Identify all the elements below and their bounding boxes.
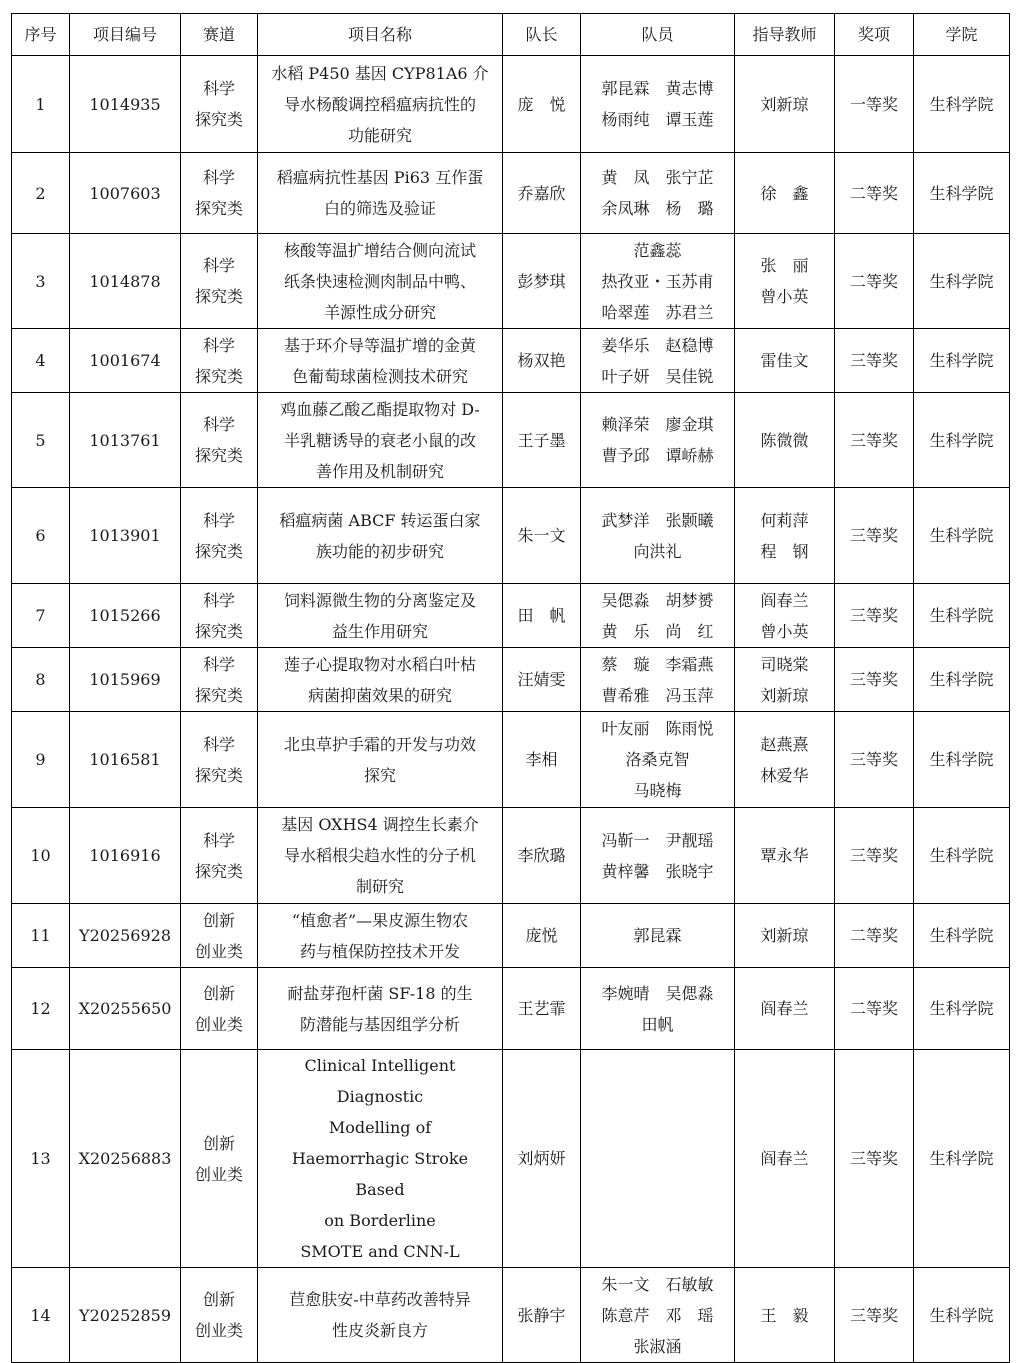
cell-no: 5 (12, 393, 70, 488)
advisor-line: 张 丽 (760, 256, 809, 275)
advisor-line: 赵燕熹 (760, 734, 809, 754)
cell-no: 9 (12, 712, 70, 808)
cell-code: Y20252859 (70, 1268, 181, 1363)
cell-members (581, 712, 735, 808)
cell-track (181, 648, 258, 712)
name-line: 性皮炎新良方 (331, 1321, 428, 1340)
name-line: 饲料源微生物的分离鉴定及 (283, 590, 476, 610)
cell-leader: 刘炳妍 (503, 1050, 581, 1268)
table-row (12, 584, 1010, 648)
name-line: 制研究 (355, 877, 404, 896)
cell-code: 1001674 (70, 329, 181, 393)
cell-advisor (735, 808, 835, 904)
table-row (12, 1268, 1010, 1363)
name-line: 鸡血藤乙酸乙酯提取物对 D- (280, 399, 480, 419)
cell-award: 三等奖 (835, 1268, 914, 1363)
header-leader: 队长 (503, 14, 581, 56)
name-line: 白的筛选及验证 (323, 199, 436, 218)
track-line: 科学 (202, 654, 235, 674)
cell-members (581, 234, 735, 329)
member-line: 余凤琳 杨 璐 (601, 199, 714, 218)
track-line: 探究类 (194, 110, 243, 129)
cell-no: 4 (12, 329, 70, 393)
track-line: 科学 (202, 335, 235, 355)
header-name: 项目名称 (258, 14, 503, 56)
table-row (12, 393, 1010, 488)
cell-college: 生科学院 (914, 488, 1010, 584)
cell-leader: 汪婧雯 (503, 648, 581, 712)
cell-no: 13 (12, 1050, 70, 1268)
cell-award: 三等奖 (835, 393, 914, 488)
cell-members (581, 648, 735, 712)
cell-no: 2 (12, 153, 70, 234)
table-row (12, 968, 1010, 1050)
cell-no: 1 (12, 56, 70, 153)
cell-track (181, 488, 258, 584)
track-line: 科学 (202, 590, 235, 610)
table-row (12, 1050, 1010, 1268)
track-line: 科学 (202, 510, 235, 530)
cell-members (581, 904, 735, 968)
cell-award: 二等奖 (835, 153, 914, 234)
cell-college: 生科学院 (914, 56, 1010, 153)
name-line: “植愈者”—果皮源生物农 (291, 910, 469, 930)
cell-leader: 乔嘉欣 (503, 153, 581, 234)
cell-advisor (735, 968, 835, 1050)
cell-track (181, 56, 258, 153)
cell-leader: 张静宇 (503, 1268, 581, 1363)
member-line: 范鑫蕊 (633, 240, 682, 260)
cell-members (581, 1268, 735, 1363)
member-line: 黄 凤 张宁芷 (601, 168, 714, 187)
track-line: 探究类 (194, 366, 243, 386)
cell-code: 1007603 (70, 153, 181, 234)
track-line: 创业类 (194, 941, 243, 961)
track-line: 探究类 (194, 199, 243, 218)
advisor-line: 刘新琼 (760, 94, 809, 114)
name-line: 色葡萄球菌检测技术研究 (291, 366, 468, 386)
name-line: 族功能的初步研究 (315, 541, 444, 561)
cell-members (581, 56, 735, 153)
name-line: 防潜能与基因组学分析 (299, 1014, 460, 1034)
cell-track (181, 393, 258, 488)
cell-award: 三等奖 (835, 488, 914, 584)
advisor-line: 王 毅 (760, 1305, 809, 1325)
table-row (12, 712, 1010, 808)
cell-no: 14 (12, 1268, 70, 1363)
cell-college: 生科学院 (914, 584, 1010, 648)
track-line: 创新 (202, 910, 235, 930)
advisor-line: 程 钢 (760, 541, 809, 561)
advisor-line: 刘新琼 (760, 926, 809, 945)
cell-name (258, 648, 503, 712)
name-line: Clinical Intelligent Diagnostic (304, 1056, 456, 1106)
cell-advisor (735, 393, 835, 488)
cell-award: 三等奖 (835, 329, 914, 393)
cell-college: 生科学院 (914, 1268, 1010, 1363)
header-college: 学院 (914, 14, 1010, 56)
cell-no: 12 (12, 968, 70, 1050)
track-line: 探究类 (194, 541, 243, 561)
member-line: 田帆 (641, 1014, 674, 1034)
header-award: 奖项 (835, 14, 914, 56)
cell-no: 11 (12, 904, 70, 968)
name-line: 基于环介导等温扩增的金黄 (283, 335, 476, 355)
advisor-line: 阎春兰 (760, 1149, 809, 1168)
header-row (12, 14, 1010, 56)
cell-code: X20256883 (70, 1050, 181, 1268)
cell-advisor (735, 904, 835, 968)
advisor-line: 林爱华 (760, 765, 809, 785)
track-line: 创新 (202, 1290, 235, 1309)
cell-college: 生科学院 (914, 904, 1010, 968)
track-line: 探究类 (194, 765, 243, 785)
cell-name (258, 904, 503, 968)
name-line: Haemorrhagic Stroke Based (291, 1149, 469, 1199)
member-line: 哈翠莲 苏君兰 (601, 302, 714, 322)
cell-no: 8 (12, 648, 70, 712)
cell-no: 3 (12, 234, 70, 329)
cell-leader: 王艺霏 (503, 968, 581, 1050)
cell-members (581, 808, 735, 904)
member-line: 郭昆霖 (633, 926, 682, 945)
cell-code: 1016916 (70, 808, 181, 904)
table-row (12, 488, 1010, 584)
cell-leader: 王子墨 (503, 393, 581, 488)
track-line: 探究类 (194, 621, 243, 641)
name-line: 核酸等温扩增结合侧向流试 (283, 240, 476, 260)
cell-leader: 李欣璐 (503, 808, 581, 904)
table-row (12, 808, 1010, 904)
cell-advisor (735, 488, 835, 584)
name-line: 北虫草护手霜的开发与功效 (283, 734, 476, 754)
cell-name (258, 393, 503, 488)
cell-leader: 庞 悦 (503, 56, 581, 153)
name-line: 水稻 P450 基因 CYP81A6 介 (271, 63, 489, 83)
cell-advisor (735, 234, 835, 329)
name-line: 病菌抑菌效果的研究 (307, 685, 452, 705)
track-line: 科学 (202, 168, 235, 187)
track-line: 创业类 (194, 1321, 243, 1340)
name-line: 纸条快速检测肉制品中鸭、 (283, 271, 476, 291)
member-line: 冯靳一 尹靓瑶 (601, 830, 714, 850)
advisor-line: 何莉萍 (760, 510, 809, 530)
cell-college: 生科学院 (914, 393, 1010, 488)
member-line: 叶子妍 吴佳锐 (601, 366, 714, 386)
cell-code: 1016581 (70, 712, 181, 808)
cell-award: 二等奖 (835, 234, 914, 329)
track-line: 创业类 (194, 1164, 243, 1184)
cell-college: 生科学院 (914, 1050, 1010, 1268)
member-line: 陈意芹 邓 瑶 (601, 1305, 714, 1325)
member-line: 赖泽荣 廖金琪 (601, 415, 714, 434)
name-line: 耐盐芽孢杆菌 SF-18 的生 (287, 983, 473, 1003)
cell-track (181, 808, 258, 904)
table-row (12, 904, 1010, 968)
name-line: 药与植保防控技术开发 (299, 941, 460, 961)
member-line: 曹予邱 谭峤赫 (601, 446, 714, 465)
advisor-line: 徐 鑫 (760, 183, 809, 203)
member-line: 朱一文 石敏敏 (601, 1274, 714, 1294)
advisor-line: 阎春兰 (760, 590, 809, 610)
name-line: 基因 OXHS4 调控生长素介 (281, 815, 479, 834)
cell-name (258, 56, 503, 153)
cell-college: 生科学院 (914, 808, 1010, 904)
member-line: 吴偲淼 胡梦赟 (601, 590, 714, 610)
cell-college: 生科学院 (914, 648, 1010, 712)
track-line: 创业类 (194, 1014, 243, 1034)
name-line: 功能研究 (347, 125, 412, 145)
member-line: 蔡 璇 李霜燕 (601, 654, 714, 674)
cell-members (581, 968, 735, 1050)
member-line: 武梦洋 张颢曦 (601, 510, 714, 530)
cell-code: Y20256928 (70, 904, 181, 968)
header-code: 项目编号 (70, 14, 181, 56)
table-row (12, 153, 1010, 234)
cell-award: 三等奖 (835, 584, 914, 648)
cell-name (258, 153, 503, 234)
cell-name (258, 584, 503, 648)
member-line: 黄 乐 尚 红 (601, 621, 714, 641)
cell-code: 1015969 (70, 648, 181, 712)
cell-code: 1014935 (70, 56, 181, 153)
cell-name (258, 329, 503, 393)
cell-name (258, 488, 503, 584)
advisor-line: 刘新琼 (760, 685, 809, 705)
table-row (12, 648, 1010, 712)
cell-name (258, 808, 503, 904)
cell-name (258, 1050, 503, 1268)
cell-track (181, 968, 258, 1050)
cell-no: 6 (12, 488, 70, 584)
cell-award: 三等奖 (835, 712, 914, 808)
cell-college: 生科学院 (914, 712, 1010, 808)
member-line: 向洪礼 (633, 541, 682, 561)
member-line: 李婉晴 吴偲淼 (601, 983, 714, 1003)
cell-name (258, 968, 503, 1050)
name-line: 导水杨酸调控稻瘟病抗性的 (283, 94, 476, 114)
track-line: 探究类 (194, 861, 243, 881)
member-line: 洛桑克智 (625, 750, 690, 769)
member-line: 叶友丽 陈雨悦 (601, 719, 714, 738)
name-line: 莲子心提取物对水稻白叶枯 (283, 654, 476, 674)
cell-leader: 田 帆 (503, 584, 581, 648)
cell-track (181, 904, 258, 968)
name-line: 羊源性成分研究 (323, 302, 436, 322)
cell-advisor (735, 1050, 835, 1268)
advisor-line: 覃永华 (760, 846, 809, 865)
name-line: 导水稻根尖趋水性的分子机 (283, 846, 476, 865)
track-line: 科学 (202, 734, 235, 754)
cell-name (258, 1268, 503, 1363)
cell-members (581, 1050, 735, 1268)
cell-award: 二等奖 (835, 904, 914, 968)
cell-award: 一等奖 (835, 56, 914, 153)
cell-college: 生科学院 (914, 153, 1010, 234)
cell-code: 1014878 (70, 234, 181, 329)
header-track: 赛道 (181, 14, 258, 56)
cell-leader: 朱一文 (503, 488, 581, 584)
name-line: 半乳糖诱导的衰老小鼠的改 (283, 430, 476, 450)
cell-no: 10 (12, 808, 70, 904)
cell-track (181, 329, 258, 393)
cell-advisor (735, 1268, 835, 1363)
track-line: 科学 (202, 256, 235, 275)
cell-award: 三等奖 (835, 1050, 914, 1268)
cell-advisor (735, 329, 835, 393)
track-line: 科学 (202, 79, 235, 98)
advisor-line: 雷佳文 (760, 351, 809, 370)
member-line: 黄梓馨 张晓宇 (601, 861, 714, 881)
cell-advisor (735, 153, 835, 234)
awards-table (11, 13, 1010, 1363)
cell-members (581, 329, 735, 393)
member-line: 郭昆霖 黄志博 (601, 79, 714, 98)
table-row (12, 234, 1010, 329)
name-line: 探究 (363, 765, 396, 785)
advisor-line: 司晓棠 (760, 654, 809, 674)
cell-code: 1015266 (70, 584, 181, 648)
cell-advisor (735, 648, 835, 712)
member-line: 张淑涵 (633, 1336, 682, 1356)
cell-members (581, 153, 735, 234)
cell-track (181, 712, 258, 808)
cell-name (258, 234, 503, 329)
member-line: 曹希雅 冯玉萍 (601, 685, 714, 705)
cell-no: 7 (12, 584, 70, 648)
member-line: 姜华乐 赵稳博 (601, 335, 714, 355)
name-line: 善作用及机制研究 (315, 461, 444, 481)
track-line: 创新 (202, 983, 235, 1003)
cell-members (581, 488, 735, 584)
cell-leader: 李相 (503, 712, 581, 808)
cell-code: 1013761 (70, 393, 181, 488)
header-advisor: 指导教师 (735, 14, 835, 56)
track-line: 科学 (202, 830, 235, 850)
advisor-line: 陈微微 (760, 430, 809, 450)
cell-college: 生科学院 (914, 234, 1010, 329)
cell-track (181, 234, 258, 329)
name-line: on Borderline (324, 1211, 436, 1230)
track-line: 科学 (202, 415, 235, 434)
member-line: 马晓梅 (633, 781, 682, 800)
header-no: 序号 (12, 14, 70, 56)
cell-award: 三等奖 (835, 648, 914, 712)
track-line: 探究类 (194, 287, 243, 306)
cell-award: 三等奖 (835, 808, 914, 904)
name-line: 苣愈肤安-中草药改善特异 (289, 1290, 471, 1309)
member-line: 热孜亚・玉苏甫 (601, 271, 714, 291)
track-line: 探究类 (194, 685, 243, 705)
cell-code: X20255650 (70, 968, 181, 1050)
name-line: SMOTE and CNN-L (300, 1242, 460, 1261)
name-line: 益生作用研究 (331, 621, 428, 641)
cell-college: 生科学院 (914, 968, 1010, 1050)
advisor-line: 阎春兰 (760, 999, 809, 1018)
cell-track (181, 1050, 258, 1268)
cell-college: 生科学院 (914, 329, 1010, 393)
member-line: 杨雨纯 谭玉莲 (601, 110, 714, 129)
cell-leader: 杨双艳 (503, 329, 581, 393)
advisor-line: 曾小英 (760, 621, 809, 641)
cell-members (581, 393, 735, 488)
cell-members (581, 584, 735, 648)
cell-advisor (735, 712, 835, 808)
track-line: 探究类 (194, 446, 243, 465)
header-members: 队员 (581, 14, 735, 56)
cell-award: 二等奖 (835, 968, 914, 1050)
name-line: 稻瘟病抗性基因 Pi63 互作蛋 (276, 168, 484, 187)
cell-advisor (735, 584, 835, 648)
cell-leader: 庞悦 (503, 904, 581, 968)
table-row (12, 329, 1010, 393)
name-line: 稻瘟病菌 ABCF 转运蛋白家 (279, 510, 481, 530)
name-line: Modelling of (328, 1118, 432, 1137)
cell-advisor (735, 56, 835, 153)
track-line: 创新 (202, 1133, 235, 1153)
table-row (12, 56, 1010, 153)
advisor-line: 曾小英 (760, 287, 809, 306)
cell-track (181, 1268, 258, 1363)
cell-track (181, 584, 258, 648)
cell-leader: 彭梦琪 (503, 234, 581, 329)
cell-track (181, 153, 258, 234)
cell-name (258, 712, 503, 808)
cell-code: 1013901 (70, 488, 181, 584)
